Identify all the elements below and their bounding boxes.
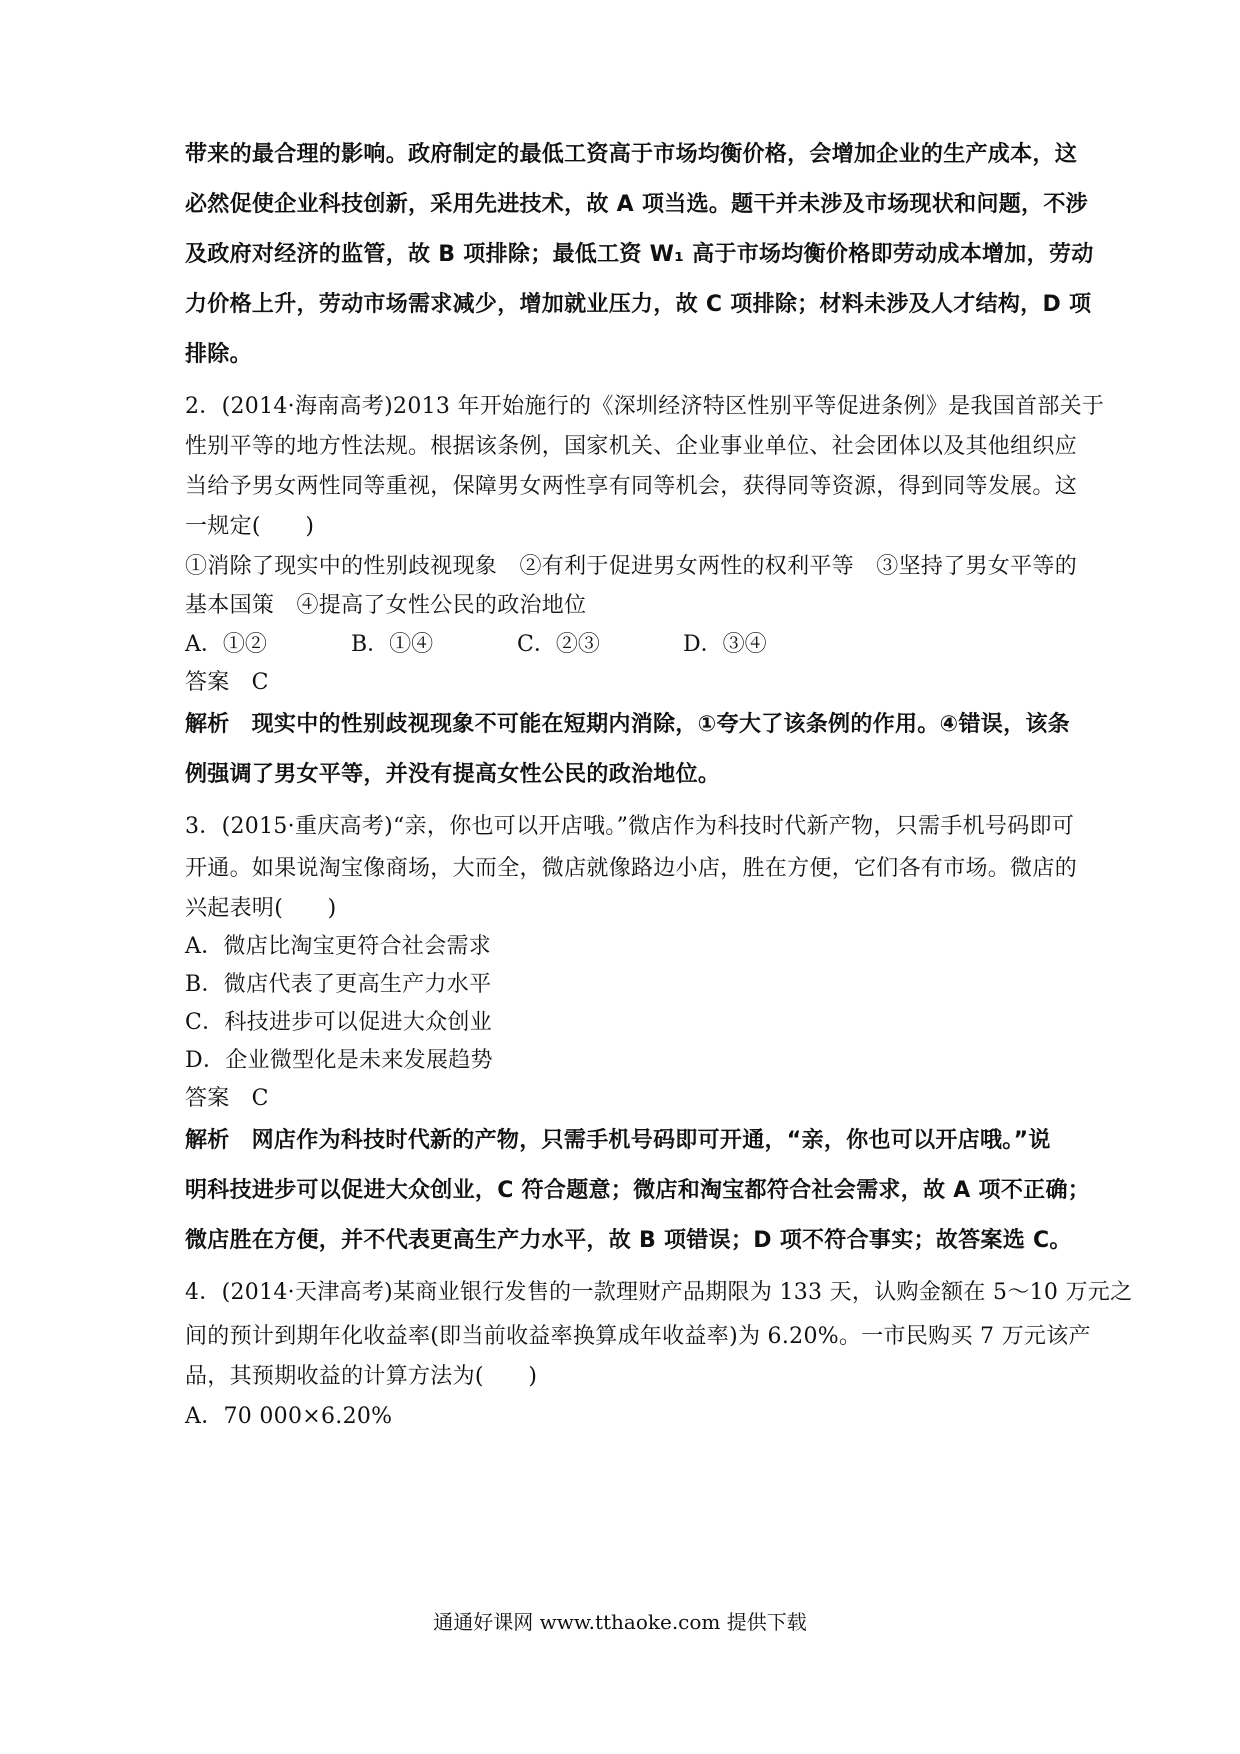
analysis-line: 力价格上升，劳动市场需求减少，增加就业压力，故 C 项排除；材料未涉及人才结构，D 项 (185, 292, 1092, 317)
question-2-line: 2．(2014·海南高考)2013 年开始施行的《深圳经济特区性别平等促进条例》是我国首部关于 (185, 394, 1105, 419)
analysis-label: 解析 (185, 712, 230, 737)
analysis-line: 及政府对经济的监管，故 B 项排除；最低工资 W₁ 高于市场均衡价格即劳动成本增加，劳动 (185, 242, 1094, 267)
option-b: B．①④ (351, 632, 434, 657)
question-2-line: 基本国策 ④提高了女性公民的政治地位 (185, 593, 587, 618)
analysis-row (185, 710, 1070, 740)
analysis-line: 微店胜在方便，并不代表更高生产力水平，故 B 项错误；D 项不符合事实；故答案选 C。 (185, 1228, 1072, 1253)
option-d: D．③④ (683, 632, 767, 657)
option-a: A．微店比淘宝更符合社会需求 (185, 934, 492, 959)
answer-label: 答案 (185, 670, 230, 695)
question-3-line: 开通。如果说淘宝像商场，大而全，微店就像路边小店，胜在方便，它们各有市场。微店的 (185, 856, 1078, 881)
analysis-line: 排除。 (185, 342, 252, 367)
answer-value: C (251, 670, 269, 695)
question-4-line: 4．(2014·天津高考)某商业银行发售的一款理财产品期限为 133 天，认购金额在 5～10 万元之 (185, 1280, 1133, 1305)
answer-row (185, 1084, 1070, 1114)
question-4-line: 品，其预期收益的计算方法为( ) (185, 1364, 538, 1389)
option-b: B．微店代表了更高生产力水平 (185, 972, 492, 997)
analysis-line: 明科技进步可以促进大众创业，C 符合题意；微店和淘宝都符合社会需求，故 A 项不正确； (185, 1178, 1091, 1203)
answer-row (185, 668, 1070, 698)
answer-value: C (251, 1086, 269, 1111)
analysis-text: 现实中的性别歧视现象不可能在短期内消除，①夸大了该条例的作用。④错误，该条 (251, 712, 1070, 737)
question-4-line: 间的预计到期年化收益率(即当前收益率换算成年收益率)为 6.20%。一市民购买 7 万元该产 (185, 1324, 1091, 1349)
analysis-line: 带来的最合理的影响。政府制定的最低工资高于市场均衡价格，会增加企业的生产成本，这 (185, 142, 1078, 167)
analysis-row (185, 1126, 1070, 1156)
option-c: C．②③ (517, 632, 600, 657)
option-a: A．70 000×6.20% (185, 1404, 393, 1429)
question-2-line: ①消除了现实中的性别歧视现象 ②有利于促进男女两性的权利平等 ③坚持了男女平等的 (185, 554, 1078, 579)
page-footer: 通通好课网 www.tthaoke.com 提供下载 (433, 1610, 807, 1634)
question-3-line: 3．(2015·重庆高考)“亲，你也可以开店哦。”微店作为科技时代新产物，只需手机号码即可 (185, 814, 1075, 839)
answer-label: 答案 (185, 1086, 230, 1111)
question-2-line: 当给予男女两性同等重视，保障男女两性享有同等机会，获得同等资源，得到同等发展。这 (185, 474, 1078, 499)
analysis-line: 例强调了男女平等，并没有提高女性公民的政治地位。 (185, 762, 721, 787)
question-2-line: 一规定( ) (185, 514, 315, 539)
option-d: D．企业微型化是未来发展趋势 (185, 1048, 493, 1073)
analysis-line: 必然促使企业科技创新，采用先进技术，故 A 项当选。题干并未涉及市场现状和问题，不涉 (185, 192, 1088, 217)
option-c: C．科技进步可以促进大众创业 (185, 1010, 493, 1035)
option-a: A．①② (185, 632, 267, 657)
analysis-text: 网店作为科技时代新的产物，只需手机号码即可开通，“亲，你也可以开店哦。”说 (251, 1128, 1051, 1153)
analysis-label: 解析 (185, 1128, 230, 1153)
question-2-line: 性别平等的地方性法规。根据该条例，国家机关、企业事业单位、社会团体以及其他组织应 (185, 434, 1078, 459)
question-3-line: 兴起表明( ) (185, 896, 337, 921)
